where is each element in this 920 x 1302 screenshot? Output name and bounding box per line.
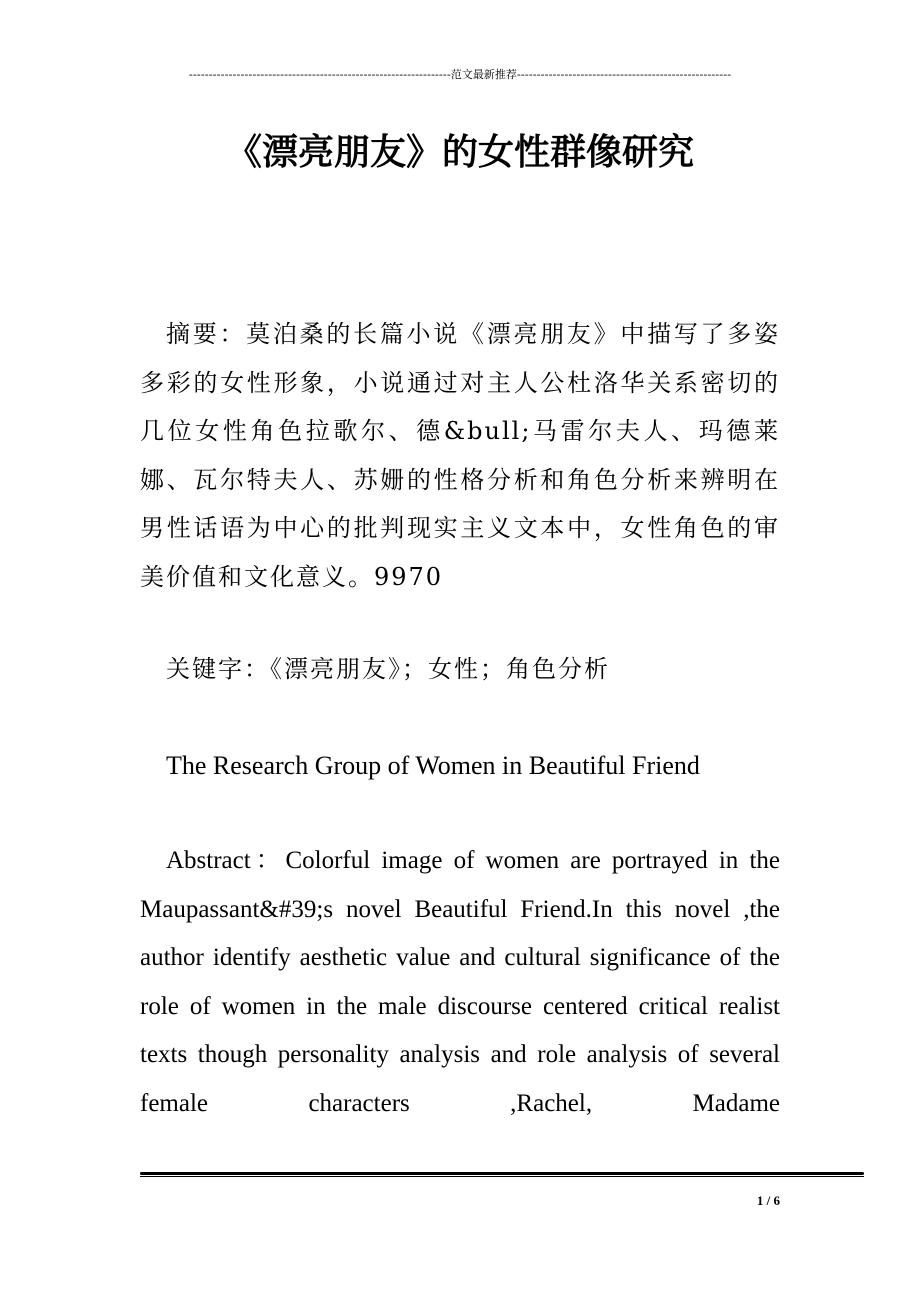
document-title: 《漂亮朋友》的女性群像研究 [225,132,694,173]
english-title: The Research Group of Women in Beautiful Friend [166,751,700,780]
footer-rule [140,1172,864,1175]
english-abstract: Abstract：Colorful image of women are portrayed in the Maupassant&#39;s novel Beautiful Friend.In this novel ,the author identify aesthetic value and cultural significance of the role of women in the male discourse centered critical realist texts though personality analysis and role analysis of several female characters ,Rachel, Madame [140,847,780,1117]
page-number: 1 / 6 [756,1193,780,1208]
header-banner: ------------------------------------------------------------------范文最新推荐------------------------------------------------------ [188,68,732,81]
chinese-abstract: 摘要：莫泊桑的长篇小说《漂亮朋友》中描写了多姿多彩的女性形象，小说通过对主人公杜洛华关系密切的几位女性角色拉歌尔、德&bull;马雷尔夫人、玛德莱娜、瓦尔特夫人、苏姗的性格分析和角色分析来辨明在男性话语为中心的批判现实主义文本中，女性角色的审美价值和文化意义。9970 [140,320,780,591]
keywords-line: 关键字：《漂亮朋友》；女性；角色分析 [166,655,610,683]
